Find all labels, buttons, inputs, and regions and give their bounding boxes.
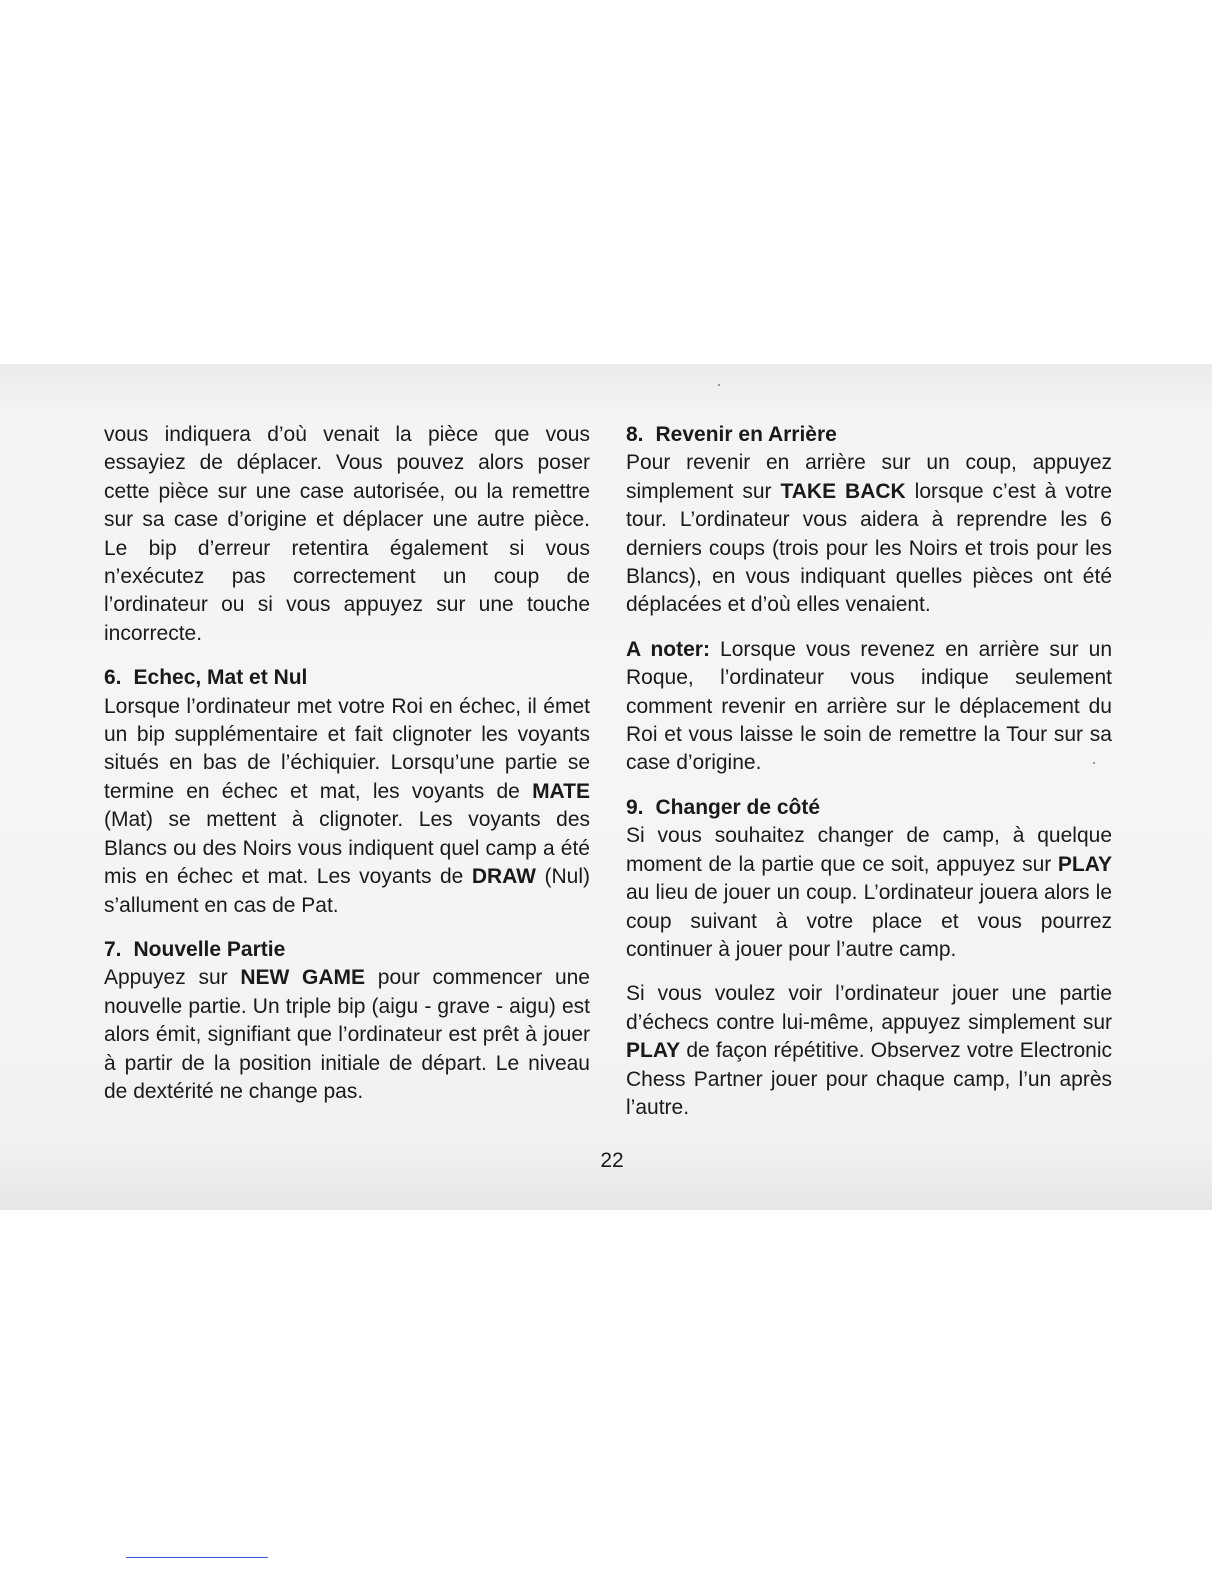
- section-9-body: Si vous souhaitez changer de camp, à quelque moment de la partie que ce soit, appuyez sur PLAY au lieu de jouer un coup. L’ordinateur jouera alors le coup suivant à votre place et vous pourrez continuer à jouer pour l’autre camp.: [626, 824, 1112, 961]
- section-6-heading: 6. Echec, Mat et Nul: [104, 666, 308, 690]
- section-9: [626, 794, 1112, 1122]
- section-9-title: Changer de côté: [655, 795, 821, 819]
- mate-key-label: MATE: [532, 779, 590, 803]
- section-7: [104, 936, 590, 1106]
- new-game-key-label: NEW GAME: [240, 966, 366, 990]
- scan-speck: [718, 384, 720, 386]
- section-8-heading: 8. Revenir en Arrière: [626, 423, 837, 446]
- note-label: A noter:: [626, 637, 710, 661]
- section-8-body: Pour revenir en arrière sur un coup, appuyez simplement sur TAKE BACK lorsque c’est à votre tour. L’ordinateur vous aidera à reprendre les 6 derniers coups (trois pour les Noirs et trois pour les Blancs), en vous indiquant quelles pièces ont été déplacées et d’où elles venaient.: [626, 451, 1112, 617]
- section-9-body-2: Si vous voulez voir l’ordinateur jouer une partie d’échecs contre lui-même, appuyez simplement sur PLAY de façon répétitive. Observez votre Electronic Chess Partner jouer pour chaque camp, l’un après l’autre.: [626, 982, 1112, 1119]
- section-6-body: Lorsque l’ordinateur met votre Roi en échec, il émet un bip supplémentaire et fait clignoter les voyants situés en bas de l’échiquier. Lorsqu’une partie se termine en échec et mat, les voyants de MATE (Mat) se mettent à clignoter. Les voyants des Blancs ou des Noirs vous indiquent quel camp a été mis en échec et mat. Les voyants de DRAW (Nul) s’allument en cas de Pat.: [104, 694, 590, 917]
- intro-paragraph: vous indiquera d’où venait la pièce que vous essayiez de déplacer. Vous pouvez alors poser cette pièce sur une case autorisée, ou la remettre sur sa case d’origine et déplacer une autre pièce. Le bip d’erreur retentira également si vous n’exécutez pas correctement un coup de l’ordinateur ou si vous appuyez sur une touche incorrecte.: [104, 423, 590, 645]
- section-6: [104, 664, 590, 920]
- page-number: 22: [600, 1149, 624, 1172]
- play-key-label: PLAY: [1057, 852, 1112, 876]
- section-6-title: Echec, Mat et Nul: [133, 666, 308, 690]
- section-8-title: Revenir en Arrière: [655, 423, 837, 446]
- section-7-heading: 7. Nouvelle Partie: [104, 937, 286, 961]
- play-key-label-2: PLAY: [626, 1039, 681, 1063]
- section-7-title: Nouvelle Partie: [133, 937, 286, 961]
- section-9-heading: 9. Changer de côté: [626, 795, 821, 819]
- section-8: [626, 421, 1112, 778]
- draw-key-label: DRAW: [471, 865, 536, 889]
- section-7-body: Appuyez sur NEW GAME pour commencer une nouvelle partie. Un triple bip (aigu - grave - aigu) est alors émit, signifiant que l’ordinateur est prêt à jouer à partir de la position initiale de départ. Le niveau de dextérité ne change pas.: [104, 966, 590, 1103]
- take-back-key-label: TAKE BACK: [780, 479, 906, 503]
- footnote-rule: [126, 1557, 268, 1558]
- right-column: [626, 421, 1112, 1138]
- left-column: [104, 421, 590, 1122]
- section-8-note: A noter: Lorsque vous revenez en arrière sur un Roque, l’ordinateur vous indique seulement comment revenir en arrière sur le déplacement du Roi et vous laisse le soin de remettre la Tour sur sa case d’origine.: [626, 637, 1112, 775]
